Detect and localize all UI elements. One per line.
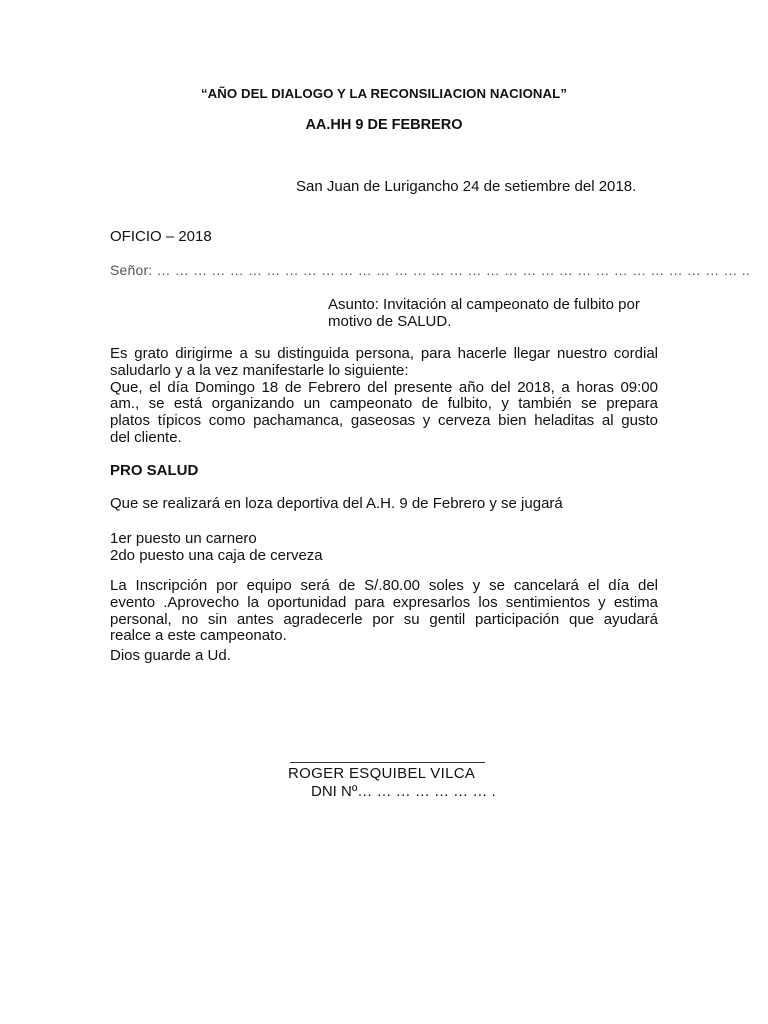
motto-heading: “AÑO DEL DIALOGO Y LA RECONSILIACION NACIONAL” (200, 86, 568, 101)
signatory-name: ROGER ESQUIBEL VILCA (288, 765, 476, 782)
body-paragraph-1-line: Es grato dirigirme a su distinguida persona, para hacerle llegar nuestro cordial (110, 345, 658, 362)
reference-number: OFICIO – 2018 (110, 228, 212, 245)
body-paragraph-1-line: Que, el día Domingo 18 de Febrero del presente año del 2018, a horas 09:00 (110, 378, 658, 396)
section-title: PRO SALUD (110, 462, 199, 479)
body-paragraph-2 (110, 578, 658, 645)
signature-line (290, 762, 485, 763)
organization-heading: AA.HH 9 DE FEBRERO (305, 117, 463, 133)
subject-line: Asunto: Invitación al campeonato de fulbito por motivo de SALUD. (328, 296, 640, 330)
recipient-line: Señor: … … … … … … … … … … … … … … … … … … … … … … … … … … … … … … … … .. (110, 262, 750, 278)
body-paragraph-2-line: La Inscripción por equipo será de S/.80.00 soles y se cancelará el día del (110, 577, 658, 594)
body-paragraph-2-line: personal, no sin antes agradecerle por su gentil participación que ayudará (110, 610, 658, 628)
body-paragraph-2-line: evento .Aprovecho la oportunidad para expresarlos los sentimientos y estima (110, 593, 658, 611)
signatory-dni: DNI Nº… … … … … … … . (311, 783, 496, 800)
prize-item: 2do puesto una caja de cerveza (110, 547, 323, 564)
place-date-line: San Juan de Lurigancho 24 de setiembre del 2018. (296, 178, 637, 195)
body-paragraph-1-line: del cliente. (110, 428, 182, 446)
closing-line: Dios guarde a Ud. (110, 647, 231, 664)
body-paragraph-1-line: platos típicos como pachamanca, gaseosas y cerveza bien heladitas al gusto (110, 412, 658, 430)
body-paragraph-1 (110, 346, 658, 447)
venue-text: Que se realizará en loza deportiva del A.H. 9 de Febrero y se jugará (110, 495, 563, 512)
body-paragraph-1-line: saludarlo y a la vez manifestarle lo siguiente: (110, 361, 409, 379)
prizes-list (110, 530, 323, 564)
prize-item: 1er puesto un carnero (110, 530, 257, 547)
body-paragraph-2-line: realce a este campeonato. (110, 627, 287, 645)
body-paragraph-1-line: am., se está organizando un campeonato de fulbito, y también se prepara (110, 395, 658, 413)
